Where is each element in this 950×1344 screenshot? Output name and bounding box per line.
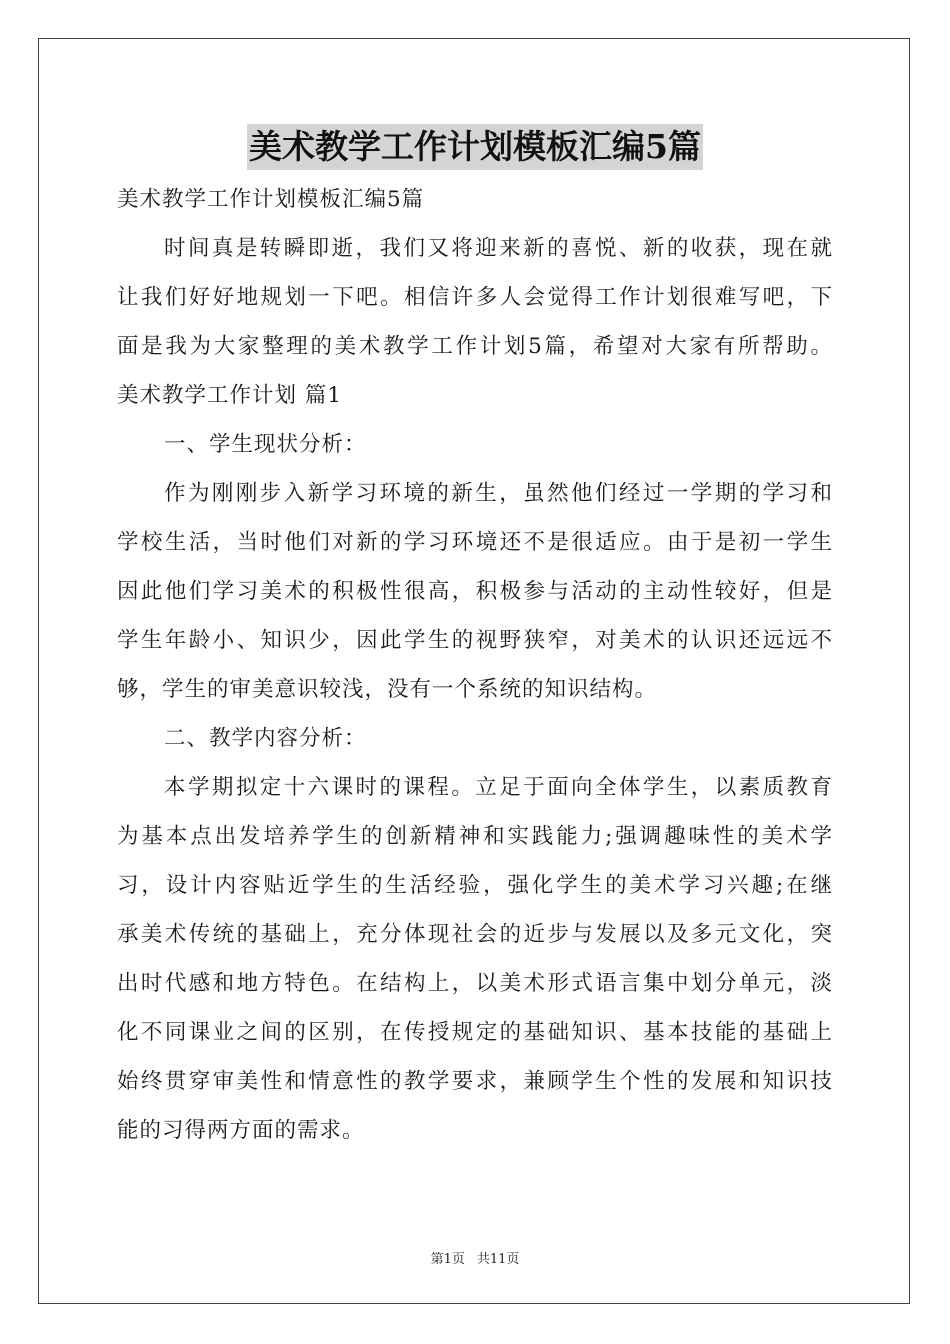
- text-line: 习，设计内容贴近学生的生活经验，强化学生的美术学习兴趣;在继: [117, 873, 833, 898]
- text-line: 学生年龄小、知识少，因此学生的视野狭窄，对美术的认识还远远不: [117, 628, 833, 653]
- text-line: 本学期拟定十六课时的课程。立足于面向全体学生，以素质教育: [164, 775, 833, 800]
- text-line: 让我们好好地规划一下吧。相信许多人会觉得工作计划很难写吧，下: [117, 285, 833, 310]
- text-line: 学校生活，当时他们对新的学习环境还不是很适应。由于是初一学生: [117, 530, 833, 555]
- text-line: 一、学生现状分析：: [164, 432, 367, 457]
- text-line: 美术教学工作计划 篇1: [117, 383, 343, 408]
- text-line: 能的习得两方面的需求。: [117, 1118, 365, 1143]
- document-title: 美术教学工作计划模板汇编5篇: [247, 124, 703, 170]
- page-number: 第1页: [430, 1252, 465, 1267]
- text-line: 面是我为大家整理的美术教学工作计划5篇，希望对大家有所帮助。: [117, 334, 833, 359]
- text-line: 化不同课业之间的区别，在传授规定的基础知识、基本技能的基础上: [117, 1020, 833, 1045]
- title-container: [0, 124, 950, 170]
- text-line: 作为刚刚步入新学习环境的新生，虽然他们经过一学期的学习和: [164, 481, 833, 506]
- text-line: 为基本点出发培养学生的创新精神和实践能力;强调趣味性的美术学: [117, 824, 833, 849]
- page-footer: [0, 1248, 950, 1267]
- text-line: 承美术传统的基础上，充分体现社会的近步与发展以及多元文化，突: [117, 922, 833, 947]
- page-total: 共11页: [476, 1252, 520, 1267]
- document-body: [117, 175, 833, 1155]
- text-line: 二、教学内容分析：: [164, 726, 367, 751]
- text-line: 时间真是转瞬即逝，我们又将迎来新的喜悦、新的收获，现在就: [164, 236, 833, 261]
- text-line: 够，学生的审美意识较浅，没有一个系统的知识结构。: [117, 677, 658, 702]
- text-line: 始终贯穿审美性和情意性的教学要求，兼顾学生个性的发展和知识技: [117, 1069, 833, 1094]
- text-line: 出时代感和地方特色。在结构上，以美术形式语言集中划分单元，淡: [117, 971, 833, 996]
- text-line: 美术教学工作计划模板汇编5篇: [117, 187, 425, 212]
- text-line: 因此他们学习美术的积极性很高，积极参与活动的主动性较好，但是: [117, 579, 833, 604]
